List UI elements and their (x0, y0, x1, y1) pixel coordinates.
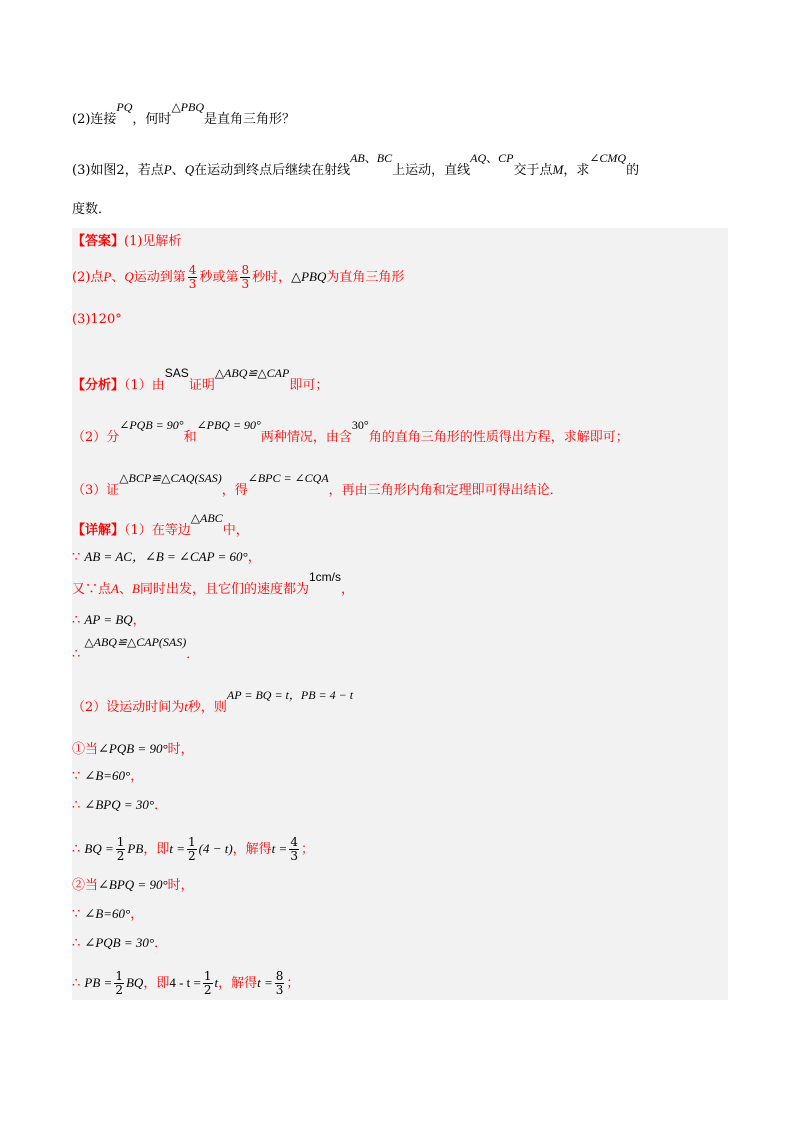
analysis-text: ，再由三角形内角和定理即可得出结论． (328, 483, 563, 498)
answer-label: 【答案】 (72, 234, 125, 249)
numerator: 4 (290, 835, 298, 849)
because-symbol: ∵ (72, 907, 81, 922)
detail-line-9 (72, 796, 167, 815)
equation: (4 − t) (198, 841, 233, 856)
q3-text: 上运动，直线 (392, 163, 471, 178)
equation: PB (127, 841, 144, 856)
analysis-text: 角的直角三角形的性质得出方程，求解即可； (368, 430, 629, 445)
congruence-abq-cap: △ABQ≌△CAP (214, 366, 290, 380)
numerator: 1 (115, 969, 123, 983)
detail-text: 、 (118, 582, 132, 597)
detail-line-4 (72, 611, 146, 630)
point-q: Q (124, 269, 134, 284)
triangle-pbq: △PBQ (171, 100, 204, 114)
therefore-symbol: ∴ (72, 842, 81, 857)
angle-b: ∠B=60° (84, 906, 131, 921)
q3-text: 的 (626, 163, 640, 178)
q3-text: 、 (171, 163, 185, 178)
equation: 4 - t = (169, 975, 201, 990)
answer-text: 为直角三角形 (326, 270, 405, 285)
analysis-text: 和 (183, 430, 197, 445)
point-p: P (163, 162, 172, 177)
equation: AP = BQ (84, 612, 133, 627)
q2-text: ，何时 (132, 112, 172, 127)
analysis-text: 即可； (289, 378, 329, 393)
ray-bc: BC (376, 151, 393, 165)
angle-bpq: ∠BPQ = 30° (84, 797, 155, 812)
answer-text: 运动到第 (133, 270, 186, 285)
angle-bpc-eq-cqa: ∠BPC = ∠CQA (247, 471, 329, 485)
fraction-4-3 (289, 836, 299, 863)
detail-line-8 (72, 767, 143, 786)
therefore-symbol: ∴ (72, 613, 81, 628)
denominator: 3 (188, 277, 197, 291)
therefore-symbol: ∴ (72, 976, 81, 991)
detail-line-11 (72, 876, 194, 895)
detail-text: 又∵点 (72, 582, 112, 597)
detail-line-2 (72, 548, 261, 567)
detail-line-10 (72, 836, 314, 863)
denominator: 2 (203, 983, 212, 997)
triangle-pbq: △PBQ (291, 269, 327, 284)
because-symbol: ∵ (72, 769, 81, 784)
fraction-1-2 (114, 970, 124, 997)
fraction-8-3 (240, 264, 250, 291)
detail-text: ， (340, 582, 354, 597)
equation: AB = AC，∠B = ∠CAP = 60° (84, 549, 248, 564)
analysis-text: ，得 (221, 483, 248, 498)
congruence-abq-cap: △ABQ≌△CAP(SAS) (84, 635, 187, 649)
numerator: 8 (275, 969, 284, 983)
triangle-abc: △ABC (190, 511, 223, 525)
detail-text: ， (247, 550, 261, 565)
answer-text: 秒或第 (199, 270, 239, 285)
angle-pqb: ∠PQB = 30° (84, 935, 155, 950)
fraction-8-3 (275, 970, 285, 997)
analysis-text: （3）证 (72, 483, 120, 498)
denominator: 3 (290, 849, 298, 863)
analysis-text: （2）分 (72, 430, 120, 445)
q3-text: ，若点 (124, 163, 164, 178)
answer-text: (3)120° (72, 312, 122, 327)
numerator: 8 (241, 263, 250, 277)
detail-line-12 (72, 905, 143, 924)
equation: t = (257, 975, 273, 990)
point-a: A (111, 581, 119, 596)
point-p: P (103, 269, 112, 284)
analysis-text: （1）由 (124, 378, 165, 393)
point-m: M (552, 162, 564, 177)
detail-text: （2）设运动时间为 (72, 700, 185, 715)
question-3-cont (72, 201, 111, 219)
answer-line-1 (72, 233, 181, 251)
fraction-1-2 (187, 836, 197, 863)
detail-text: ，即 (143, 976, 170, 991)
equation: t = (271, 841, 288, 856)
detail-line-5 (72, 635, 200, 664)
equation: BQ = (84, 841, 114, 856)
detail-text: ． (186, 647, 200, 662)
q3-text: 在运动到终点后继续在射线 (194, 163, 351, 178)
angle-pbq-eq: ∠PBQ = 90° (196, 418, 261, 432)
detail-text: ，即 (143, 842, 170, 857)
detail-text: 时， (167, 878, 194, 893)
numerator: 4 (188, 263, 197, 277)
answer-text: 、 (111, 270, 125, 285)
analysis-text: 证明 (188, 378, 215, 393)
detail-text: ，解得 (232, 842, 272, 857)
detail-text: 时， (167, 742, 194, 757)
detail-line-7 (72, 740, 194, 759)
denominator: 2 (187, 849, 196, 863)
denominator: 3 (275, 983, 284, 997)
detail-text: ，解得 (218, 976, 258, 991)
detail-text: 中， (222, 523, 249, 538)
equation: t = (169, 841, 185, 856)
line-aq: AQ (470, 151, 487, 165)
detail-line-1 (72, 511, 249, 540)
therefore-symbol: ∴ (72, 936, 81, 951)
equation: AP = BQ = t，PB = 4 − t (226, 688, 354, 702)
answer-line-2 (72, 264, 404, 291)
denominator: 2 (116, 849, 125, 863)
denominator: 2 (115, 983, 123, 997)
equation: t (214, 975, 219, 990)
analysis-line-3 (72, 471, 563, 500)
ray-ab: AB (350, 151, 365, 165)
detail-text: 同时出发，且它们的速度都为 (139, 582, 309, 597)
angle-bpq-eq: ∠BPQ = 90° (98, 877, 168, 892)
fraction-4-3 (188, 264, 198, 291)
detail-line-13 (72, 934, 167, 953)
numerator: 1 (203, 969, 212, 983)
q2-text: 是直角三角形？ (204, 112, 296, 127)
detail-line-3 (72, 570, 354, 599)
variable-t: t (184, 699, 188, 714)
numerator: 1 (187, 835, 196, 849)
detail-text: ， (132, 613, 146, 628)
detail-text: 秒，则 (187, 700, 227, 715)
q2-text: (2)连接 (72, 112, 117, 127)
answer-text: 秒时， (252, 270, 292, 285)
therefore-symbol: ∴ (72, 798, 81, 813)
detail-text: ． (154, 798, 168, 813)
q3-text: ，求 (563, 163, 590, 178)
point-q: Q (184, 162, 195, 177)
detail-text: （1）在等边 (124, 523, 191, 538)
detail-text: ①当 (72, 742, 99, 757)
angle-pqb-eq: ∠PQB = 90° (119, 418, 184, 432)
analysis-line-2 (72, 418, 629, 447)
detail-label: 【详解】 (72, 523, 125, 538)
therefore-symbol: ∴ (72, 647, 81, 662)
analysis-label: 【分析】 (72, 378, 125, 393)
q3-text: (3)如图 (72, 163, 117, 178)
angle-cmq: ∠CMQ (589, 151, 627, 165)
question-2 (72, 100, 296, 129)
fraction-1-2 (203, 970, 213, 997)
analysis-line-1 (72, 366, 329, 395)
detail-line-6 (72, 688, 354, 717)
speed-unit: 1cm/s (308, 570, 341, 584)
segment-pq: PQ (116, 100, 133, 114)
answer-text: (2)点 (72, 270, 104, 285)
point-b: B (131, 581, 140, 596)
equation: BQ (125, 975, 144, 990)
analysis-text: 两种情况，由含 (260, 430, 352, 445)
congruence-bcp-caq: △BCP≌△CAQ(SAS) (119, 471, 222, 485)
equation: PB = (84, 975, 113, 990)
angle-pqb-eq: ∠PQB = 90° (98, 741, 168, 756)
q3-text: 、 (486, 151, 499, 165)
q3-text: 、 (364, 151, 377, 165)
denominator: 3 (241, 277, 250, 291)
detail-line-14 (72, 970, 299, 997)
detail-text: ； (286, 976, 300, 991)
figure-number: 2 (116, 163, 125, 178)
detail-text: ． (154, 936, 168, 951)
sas-label: SAS (164, 366, 189, 380)
angle-b: ∠B=60° (84, 768, 131, 783)
answer-text: (1)见解析 (124, 234, 182, 249)
line-cp: CP (498, 151, 514, 165)
fraction-1-2 (116, 836, 126, 863)
detail-text: ， (130, 769, 144, 784)
detail-text: ； (300, 842, 314, 857)
because-symbol: ∵ (72, 550, 81, 565)
question-3 (72, 151, 640, 180)
q3-text: 交于点 (513, 163, 553, 178)
degree-30: 30° (351, 418, 369, 432)
detail-text: ②当 (72, 878, 99, 893)
q3-text: 度数． (72, 202, 112, 217)
numerator: 1 (116, 835, 125, 849)
detail-text: ， (130, 907, 144, 922)
answer-line-3 (72, 311, 122, 329)
